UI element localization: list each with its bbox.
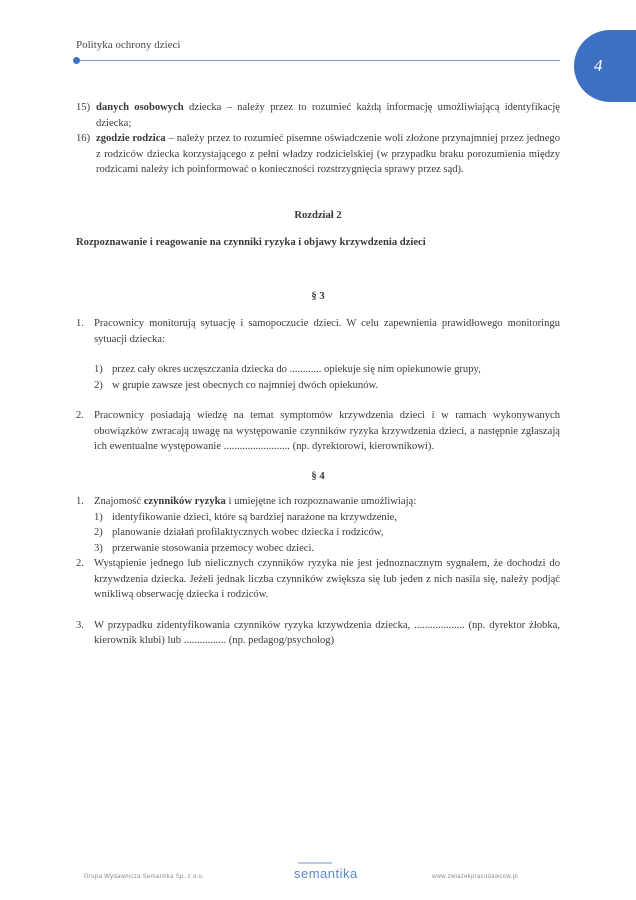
subitem-text: przerwanie stosowania przemocy wobec dzieci. xyxy=(112,542,315,554)
section-4-item-3 xyxy=(76,618,560,649)
section-4-item-2 xyxy=(76,556,560,603)
item-text: Pracownicy monitorują sytuację i samopoczucie dzieci. W celu zapewnienia prawidłowego monitoringu sytuacji dziecka: xyxy=(94,318,560,345)
section-3-heading: § 3 xyxy=(311,290,325,302)
subitem-number: 2) xyxy=(94,379,103,391)
subitem-text: w grupie zawsze jest obecnych co najmniej dwóch opiekunów. xyxy=(112,379,379,391)
section-3-subitem-1 xyxy=(76,362,560,378)
item-text-pre: Znajomość xyxy=(94,496,144,507)
footer-logo: semantika xyxy=(294,866,358,881)
definition-text: dziecka – należy przez to rozumieć każdą informację umożliwiającą identyfikację dziecka; xyxy=(96,102,560,129)
page-number: 4 xyxy=(594,56,603,75)
subitem-number: 1) xyxy=(94,364,103,375)
item-text: W przypadku zidentyfikowania czynników ryzyka krzywdzenia dziecka, ................... (np. dyrektor żłobka, kierownik klubi) lub ................ (np. pedagog/psycholog) xyxy=(94,619,560,646)
item-number: 1. xyxy=(76,318,84,329)
header-rule xyxy=(76,60,560,61)
header-dot xyxy=(73,57,80,64)
item-number: 2. xyxy=(76,410,84,421)
chapter-title: Rozdział 2 xyxy=(294,209,342,221)
document-body xyxy=(76,100,560,649)
subitem-text: przez cały okres uczęszczania dziecka do ............ opiekuje się nim opiekunowie grupy, xyxy=(112,364,481,375)
subitem-number: 1) xyxy=(94,511,103,523)
section-4-subitem-3 xyxy=(76,541,560,557)
definition-number: 16) xyxy=(76,133,91,144)
footer-logo-mark xyxy=(298,862,332,864)
chapter-subtitle: Rozpoznawanie i reagowanie na czynniki ryzyka i objawy krzywdzenia dzieci xyxy=(76,237,426,248)
item-number: 2. xyxy=(76,558,84,569)
definition-term: zgodzie rodzica xyxy=(96,133,166,144)
subitem-text: planowanie działań profilaktycznych wobec dziecka i rodziców, xyxy=(112,527,384,538)
definition-number: 15) xyxy=(76,102,91,113)
section-4-item-1 xyxy=(76,494,560,510)
footer-website: www.zwiazekpracodawcow.pl xyxy=(432,874,518,880)
item-number: 3. xyxy=(76,619,84,631)
section-3-item-1 xyxy=(76,316,560,347)
subitem-number: 2) xyxy=(94,527,103,538)
document-header-title: Polityka ochrony dzieci xyxy=(76,39,181,51)
subitem-text: identyfikowanie dzieci, które są bardziej narażone na krzywdzenie, xyxy=(112,511,398,523)
footer-publisher: Grupa Wydawnicza Semantika Sp. z o.o. xyxy=(84,874,205,880)
item-text-post: i umiejętne ich rozpoznawanie umożliwiają: xyxy=(225,496,417,507)
section-4-subitem-2 xyxy=(76,525,560,541)
section-4-heading: § 4 xyxy=(311,470,325,482)
definition-15 xyxy=(76,100,560,131)
subitem-number: 3) xyxy=(94,542,103,554)
item-text: Wystąpienie jednego lub nielicznych czynników ryzyka nie jest jednoznacznym sygnałem, że dochodzi do krzywdzenia dziecka. Jeżeli jednak liczba czynników zwiększa się lub jeden z nich nasila się, należy podjąć wnikliwą obserwację dziecka i rodziców. xyxy=(94,558,560,600)
definition-term: danych osobowych xyxy=(96,102,184,113)
definition-text: – należy przez to rozumieć pisemne oświadczenie woli złożone przynajmniej przez jednego z rodziców dziecka korzystającego z pełni władzy rodzicielskiej (w przypadku braku porozumienia między rodzicami należy ich poinformować o konieczności rozstrzygnięcia sprawy przez sąd). xyxy=(96,133,560,175)
item-number: 1. xyxy=(76,496,84,507)
definition-16 xyxy=(76,131,560,178)
item-text-bold: czynników ryzyka xyxy=(143,496,226,507)
section-4-subitem-1 xyxy=(76,510,560,526)
section-3-item-2 xyxy=(76,408,560,455)
section-3-subitem-2 xyxy=(76,378,560,394)
page-number-tab xyxy=(574,30,636,102)
item-text: Pracownicy posiadają wiedzę na temat symptomów krzywdzenia dzieci i w ramach wykonywanych obowiązków zwracają uwagę na występowanie czynników ryzyka krzywdzenia dzieci, a następnie zgłaszają ich ewentualne występowanie ......................... (np. dyrektorowi, kierownikowi). xyxy=(94,410,560,452)
